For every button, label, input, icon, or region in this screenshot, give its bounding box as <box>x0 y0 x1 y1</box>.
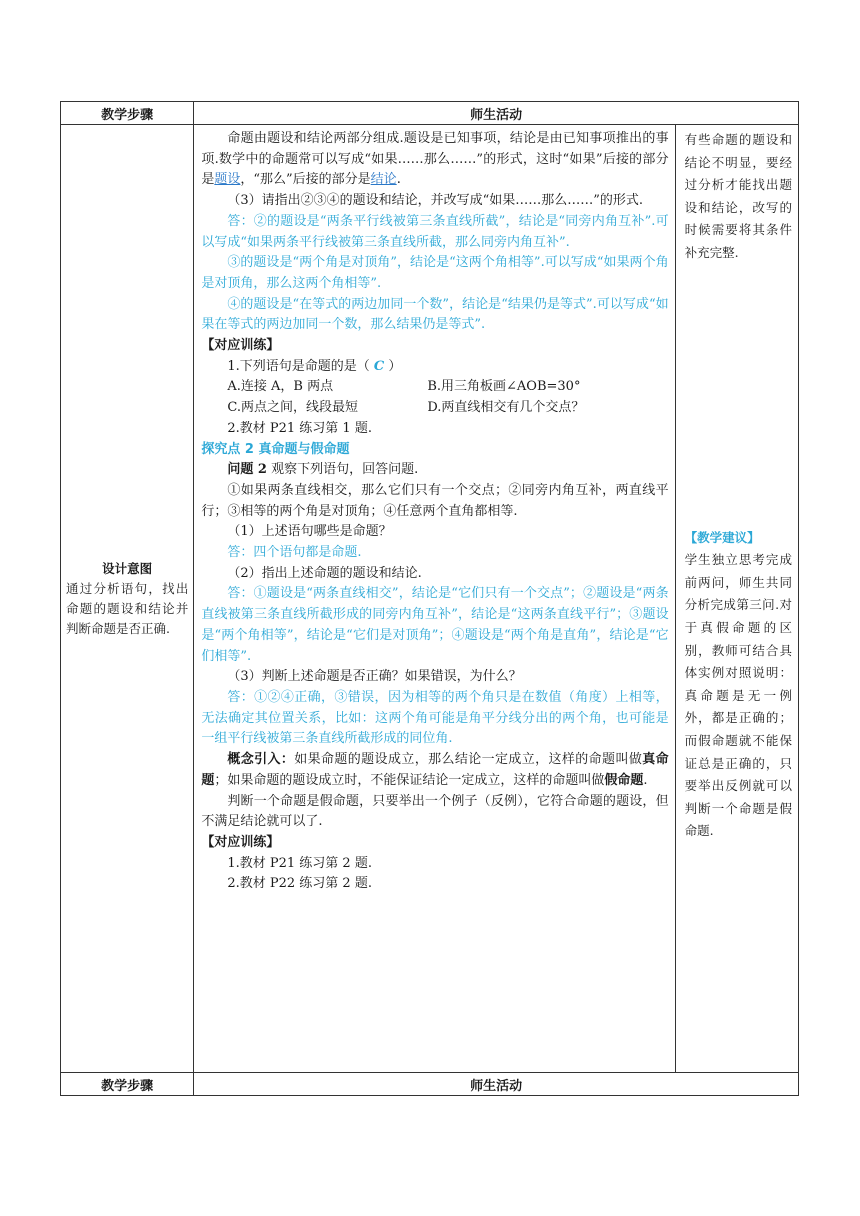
concept-label: 概念引入： <box>227 752 295 768</box>
answer-4: ④的题设是“在等式的两边加同一个数”，结论是“结果仍是等式”.可以写成“如果在等式的两边加同一个数，那么结果仍是等式”. <box>201 296 669 333</box>
teaching-suggestion-title: 【教学建议】 <box>684 529 760 545</box>
question-3: （3）请指出②③④的题设和结论，并改写成“如果……那么……”的形式. <box>227 193 644 209</box>
options-row-2 <box>201 398 668 419</box>
training-title-2: 【对应训练】 <box>201 834 280 850</box>
option-d: D.两直线相交有几个交点？ <box>427 400 585 416</box>
activity-cell <box>194 125 675 1073</box>
note-hypothesis: 有些命题的题设和结论不明显，要经过分析才能找出题设和结论，改写的时候需要将其条件补充完整. <box>684 132 792 260</box>
training-2-item-1: 1.教材 P21 练习第 2 题. <box>227 855 372 871</box>
design-intent-cell <box>61 125 194 1073</box>
term-conclusion: 结论 <box>370 172 397 188</box>
explore-point-2-title: 探究点 2 真命题与假命题 <box>201 441 350 457</box>
header-activity: 师生活动 <box>194 102 799 125</box>
table-main-row <box>61 125 799 1073</box>
table-footer-row <box>61 1073 799 1096</box>
sub-answer-1: 答：四个语句都是命题. <box>227 545 362 561</box>
term-true-proposition: 真命题 <box>201 752 669 788</box>
option-b: B.用三角板画∠AOB=30° <box>427 379 581 395</box>
training-1-item-2: 2.教材 P21 练习第 1 题. <box>227 420 372 436</box>
term-false-proposition: 假命题 <box>604 772 644 788</box>
concept-introduction: 概念引入：如果命题的题设成立，那么结论一定成立，这样的命题叫做真命题；如果命题的题设成立时，不能保证结论一定成立，这样的命题叫做假命题. <box>201 752 669 788</box>
problem-2-statements: ①如果两条直线相交，那么它们只有一个交点；②同旁内角互补，两直线平行；③相等的两个角是对顶角；④任意两个直角都相等. <box>201 482 669 519</box>
judgement-rule: 判断一个命题是假命题，只要举出一个例子（反例），它符合命题的题设，但不满足结论就可以了. <box>201 793 669 830</box>
training-1-question: 1.下列语句是命题的是（ C ） <box>227 358 402 374</box>
proposition-definition: 命题由题设和结论两部分组成.题设是已知事项，结论是由已知事项推出的事项.数学中的命题常可以写成“如果……那么……”的形式，这时“如果”后接的部分是题设，“那么”后接的部分是结论. <box>201 131 669 188</box>
problem-2: 问题 2 观察下列语句，回答问题. <box>227 462 419 478</box>
option-c: C.两点之间，线段最短 <box>227 400 358 416</box>
design-intent-title: 设计意图 <box>102 560 153 576</box>
sub-answer-3: 答：①②④正确，③错误，因为相等的两个角只是在数值（角度）上相等，无法确定其位置关系，比如：这两个角可能是角平分线分出的两个角，也可能是一组平行线被第三条直线所截形成的同位角. <box>201 689 669 747</box>
notes-cell <box>675 125 798 1073</box>
footer-step: 教学步骤 <box>61 1073 194 1096</box>
sub-answer-2: 答：①题设是“两条直线相交”，结论是“它们只有一个交点”；②题设是“两条直线被第三条直线所截形成的同旁内角互补”，结论是“这两条直线平行”；③题设是“两个角相等”，结论是“它们是对顶角”；④题设是“两个角是直角”，结论是“它们相等”. <box>201 586 669 664</box>
lesson-table <box>60 101 799 1096</box>
sub-question-2: （2）指出上述命题的题设和结论. <box>227 565 422 581</box>
table-header-row <box>61 102 799 125</box>
problem-2-label: 问题 2 <box>227 462 267 478</box>
options-row-1 <box>201 377 668 398</box>
training-1-answer: C <box>373 358 385 374</box>
training-title-1: 【对应训练】 <box>201 338 280 354</box>
training-2-item-2: 2.教材 P22 练习第 2 题. <box>227 876 372 892</box>
design-intent-text: 通过分析语句，找出命题的题设和结论并判断命题是否正确. <box>66 580 189 636</box>
answer-2: 答：②的题设是“两条平行线被第三条直线所截”，结论是“同旁内角互补”.可以写成“如果两条平行线被第三条直线所截，那么同旁内角互补”. <box>201 213 669 250</box>
header-step: 教学步骤 <box>61 102 194 125</box>
answer-3: ③的题设是“两个角是对顶角”，结论是“这两个角相等”.可以写成“如果两个角是对顶角，那么这两个角相等”. <box>201 255 669 291</box>
teaching-suggestion-text: 学生独立思考完成前两问，师生共同分析完成第三问.对于真假命题的区别，教师可结合具体实例对照说明：真命题是无一例外，都是正确的；而假命题就不能保证总是正确的，只要举出反例就可以判断一个命题是假命题. <box>684 552 792 839</box>
option-a: A.连接 A，B 两点 <box>227 379 334 395</box>
sub-question-3: （3）判断上述命题是否正确？如果错误，为什么？ <box>227 669 522 685</box>
sub-question-1: （1）上述语句哪些是命题？ <box>227 524 392 540</box>
term-hypothesis: 题设 <box>214 172 241 188</box>
footer-activity: 师生活动 <box>194 1073 799 1096</box>
